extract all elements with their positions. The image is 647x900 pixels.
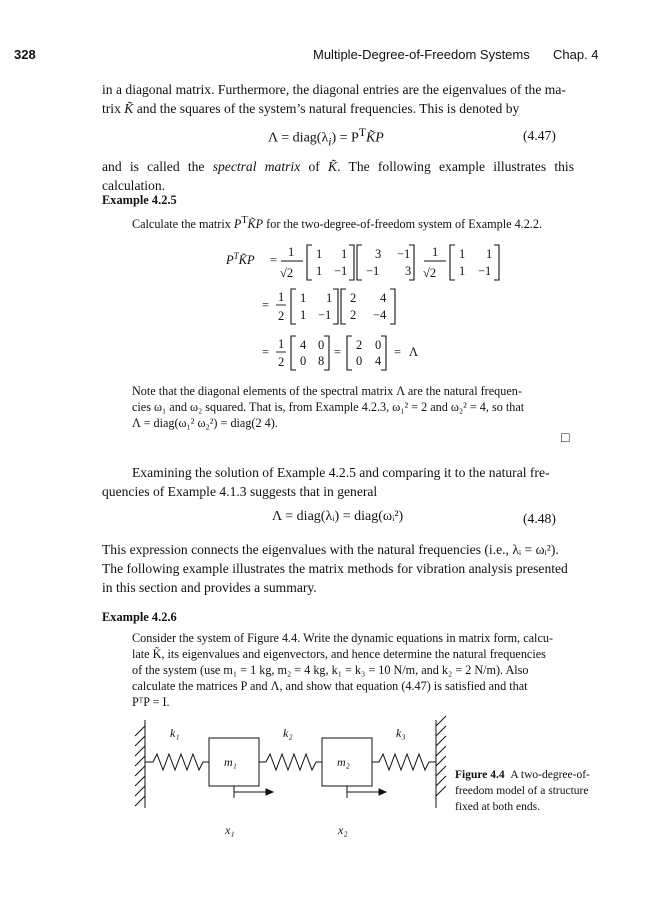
end-of-example-mark: □ [561, 431, 570, 446]
r2-a22: 4 [375, 354, 382, 368]
m4-a11: 1 [300, 291, 307, 305]
lhs-ptkp: $P^TK̃P$ [226, 251, 255, 267]
r1-a22: 8 [318, 354, 325, 368]
label-k2: k₂ [283, 726, 293, 740]
example-4-2-5-heading: Example 4.2.5 [102, 193, 177, 207]
discussion-line-5: in this section and provides a summary. [102, 580, 317, 595]
discussion-line-1: Examining the solution of Example 4.2.5 and comparing it to the natural fre- [132, 465, 550, 480]
equals-1: = [270, 253, 278, 267]
chapter-label: Chap. 4 [553, 47, 599, 62]
spring-k1 [145, 754, 209, 770]
figure-caption-line-2: freedom model of a structure [455, 785, 589, 797]
r2-a12: 0 [375, 338, 382, 352]
m2-a12: −1 [397, 247, 411, 261]
figure-caption-line-1: Figure 4.4 A two-degree-of- [455, 769, 590, 781]
frac2-den: √2 [423, 266, 437, 280]
equation-4-48: Λ = diag(λᵢ) = diag(ωᵢ²) [272, 509, 404, 524]
spring-k3 [372, 754, 436, 770]
frac3-num: 1 [278, 290, 285, 304]
label-m1: m₁ [224, 755, 237, 769]
r2-a11: 2 [356, 338, 363, 352]
example-4-2-6-heading: Example 4.2.6 [102, 610, 177, 624]
equation-number-4-48: (4.48) [523, 511, 556, 526]
r1-a12: 0 [318, 338, 325, 352]
running-title: Multiple-Degree-of-Freedom Systems [313, 47, 530, 62]
label-k3: k₃ [396, 726, 406, 740]
discussion-line-3: This expression connects the eigenvalues with the natural frequencies (i.e., λᵢ = ωᵢ²). [102, 542, 559, 557]
m2-a21: −1 [366, 264, 380, 278]
label-x1: x₁ [225, 823, 235, 837]
note-line-3: Λ = diag(ω₁² ω₂²) = diag(2 4). [132, 416, 278, 430]
m5-a11: 2 [350, 291, 357, 305]
example-4-2-6-line-5: PᵀP = I. [132, 695, 170, 709]
m3-a21: 1 [459, 264, 466, 278]
intro-after-equation: and is called the spectral matrix of K̃. The following example illustrates this calculation. [102, 159, 574, 193]
example-4-2-5-prompt: Calculate the matrix $P^TK̃P$ for the two-degree-of-freedom system of Example 4.2.2. [132, 215, 542, 232]
r1-a21: 0 [300, 354, 307, 368]
frac1-num: 1 [288, 245, 295, 259]
lambda-result: Λ [409, 345, 419, 359]
frac4-den: 2 [278, 355, 285, 369]
m4-a21: 1 [300, 308, 307, 322]
intro-line-2: trix K̃ and the squares of the system’s natural frequencies. This is denoted by [102, 101, 520, 116]
equals-2: = [262, 298, 270, 312]
equals-5: = [394, 345, 402, 359]
equation-4-47: $\Lambda = diag(\lambda_i)$ = $P^TK̃P$ [268, 126, 384, 149]
example-4-2-6-line-2: late K̃, its eigenvalues and eigenvectors, and hence determine the natural frequencies [132, 647, 546, 661]
m1-a12: 1 [341, 247, 348, 261]
m4-a22: −1 [318, 308, 332, 322]
r2-a21: 0 [356, 354, 363, 368]
example-4-2-6-line-3: of the system (use m₁ = 1 kg, m₂ = 4 kg, k₁ = k₃ = 10 N/m, and k₂ = 2 N/m). Also [132, 663, 529, 677]
note-line-2: cies ω₁ and ω₂ squared. That is, from Example 4.2.3, ω₁² = 2 and ω₂² = 4, so that [132, 400, 525, 414]
m5-a21: 2 [350, 308, 357, 322]
equals-4: = [334, 345, 342, 359]
page-number: 328 [14, 47, 36, 62]
r1-a11: 4 [300, 338, 307, 352]
m2-a22: 3 [405, 264, 412, 278]
frac2-num: 1 [432, 245, 439, 259]
m5-a12: 4 [380, 291, 387, 305]
frac3-den: 2 [278, 309, 285, 323]
example-4-2-6-line-1: Consider the system of Figure 4.4. Write the dynamic equations in matrix form, calcu- [132, 631, 554, 645]
m4-a12: 1 [326, 291, 333, 305]
m1-a21: 1 [316, 264, 323, 278]
equals-3: = [262, 345, 270, 359]
frac4-num: 1 [278, 337, 285, 351]
intro-line-1: in a diagonal matrix. Furthermore, the diagonal entries are the eigenvalues of the ma- [102, 82, 566, 97]
label-k1: k₁ [170, 726, 180, 740]
discussion-line-4: The following example illustrates the matrix methods for vibration analysis presented [102, 561, 568, 576]
figure-caption-line-3: fixed at both ends. [455, 801, 540, 813]
m3-a11: 1 [459, 247, 466, 261]
label-m2: m₂ [337, 755, 350, 769]
note-line-1: Note that the diagonal elements of the spectral matrix Λ are the natural frequen- [132, 384, 522, 398]
spring-k2 [259, 754, 322, 770]
discussion-line-2: quencies of Example 4.1.3 suggests that in general [102, 484, 378, 499]
m2-a11: 3 [375, 247, 382, 261]
label-x2: x₂ [338, 823, 348, 837]
m1-a22: −1 [334, 264, 348, 278]
example-4-2-6-line-4: calculate the matrices P and Λ, and show that equation (4.47) is satisfied and that [132, 679, 528, 693]
m1-a11: 1 [316, 247, 323, 261]
frac1-den: √2 [280, 266, 294, 280]
m5-a22: −4 [373, 308, 387, 322]
m3-a12: 1 [486, 247, 493, 261]
equation-number-4-47: (4.47) [523, 128, 556, 143]
m3-a22: −1 [478, 264, 492, 278]
